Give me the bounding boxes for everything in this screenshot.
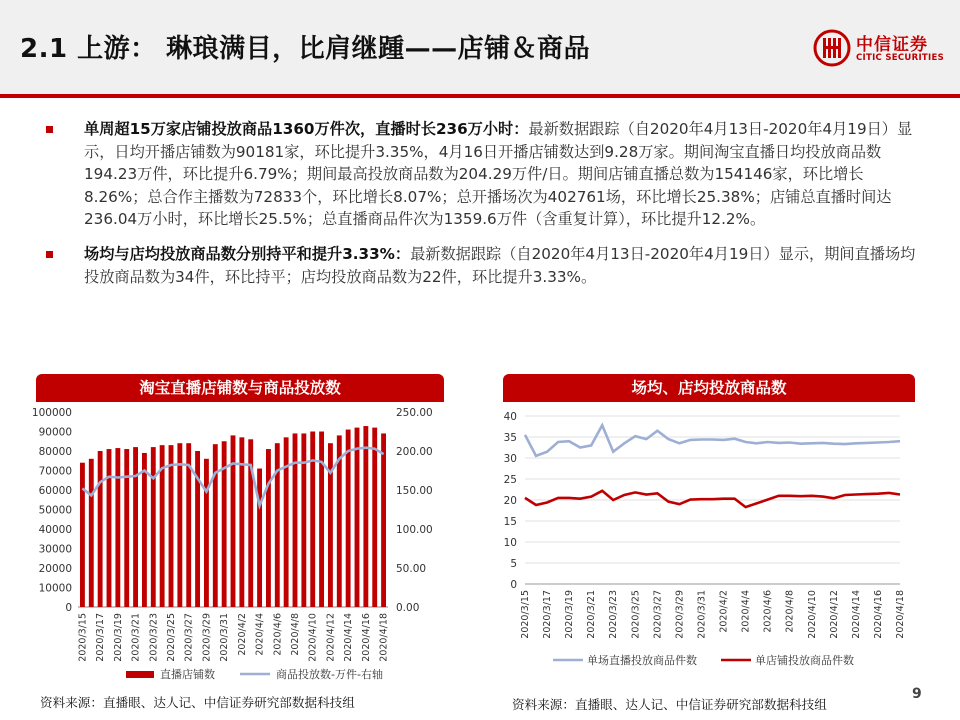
bar-mark (257, 469, 262, 607)
x-tick-label: 2020/3/23 (148, 613, 160, 662)
x-tick-label: 2020/3/17 (542, 590, 554, 639)
chart-title-right: 场均、店均投放商品数 (503, 374, 915, 402)
x-tick-label: 2020/3/29 (674, 590, 686, 639)
bar-mark (355, 428, 360, 607)
y-tick-label: 35 (503, 432, 517, 444)
bullet-item (44, 243, 924, 288)
citic-logo-icon (812, 28, 852, 68)
bullet-body: 最新数据跟踪（自2020年4月13日-2020年4月19日）显示，日均开播店铺数为90181家，环比提升3.35%，4月16日开播店铺数达到9.28万家。期间淘宝直播日均投放商品数194.23万件，环比提升6.79%；期间最高投放商品数为204.29万件/日。期间店铺直播总数为154146家，环比增长8.26%；总合作主播数为72833个，环比增长8.07%；总开播场次为402761场，环比增长25.38%；店铺总直播时间达236.04万小时，环比增长25.5%；总直播商品件次为1359.6万件（含重复计算），环比提升12.2%。 (84, 120, 913, 229)
bar-mark (169, 445, 174, 607)
y-right-tick-label: 50.00 (396, 563, 427, 575)
y-tick-label: 25 (503, 474, 517, 486)
bar-mark (124, 449, 129, 607)
x-tick-label: 2020/4/18 (895, 590, 906, 639)
x-tick-label: 2020/3/31 (219, 613, 231, 662)
bar-mark (80, 463, 85, 607)
chart-right (495, 402, 920, 687)
legend-label: 商品投放数-万件-右轴 (276, 668, 383, 681)
x-tick-label: 2020/4/16 (360, 613, 372, 662)
bullet-heading: 场均与店均投放商品数分别持平和提升3.33%： (84, 244, 411, 263)
bar-mark (177, 443, 182, 607)
company-logo (812, 28, 952, 68)
bar-mark (239, 437, 244, 607)
x-tick-label: 2020/4/6 (272, 613, 284, 656)
header-divider (0, 94, 960, 98)
x-tick-label: 2020/3/21 (586, 590, 598, 639)
y-right-tick-label: 0.00 (396, 602, 420, 614)
y-left-tick-label: 40000 (38, 524, 72, 536)
y-right-tick-label: 150.00 (396, 485, 433, 497)
bar-mark (204, 459, 209, 607)
y-tick-label: 30 (503, 453, 517, 465)
x-tick-label: 2020/4/12 (325, 613, 337, 662)
y-right-tick-label: 100.00 (396, 524, 433, 536)
y-tick-label: 5 (510, 558, 517, 570)
y-tick-label: 20 (503, 495, 517, 507)
x-tick-label: 2020/3/29 (201, 613, 213, 662)
bar-mark (301, 433, 306, 607)
y-left-tick-label: 80000 (38, 446, 72, 458)
bar-mark (363, 426, 368, 607)
x-tick-label: 2020/4/6 (762, 590, 774, 633)
x-tick-label: 2020/4/12 (828, 590, 840, 639)
x-tick-label: 2020/4/8 (784, 590, 796, 633)
x-tick-label: 2020/4/4 (254, 613, 266, 656)
bar-mark (381, 433, 386, 607)
y-left-tick-label: 100000 (31, 407, 72, 419)
x-tick-label: 2020/4/10 (806, 590, 818, 639)
y-left-tick-label: 60000 (38, 485, 72, 497)
x-tick-label: 2020/3/17 (95, 613, 107, 662)
x-tick-label: 2020/4/14 (343, 613, 355, 662)
y-tick-label: 40 (503, 411, 517, 423)
bullet-list (44, 118, 924, 300)
bar-mark (107, 449, 112, 607)
y-right-tick-label: 200.00 (396, 446, 433, 458)
y-left-tick-label: 70000 (38, 465, 72, 478)
y-left-tick-label: 20000 (38, 563, 72, 575)
x-tick-label: 2020/3/19 (564, 590, 576, 639)
bar-mark (142, 453, 147, 607)
y-right-tick-label: 250.00 (396, 407, 433, 419)
page-title: 2.1 上游： 琳琅满目，比肩继踵——店铺＆商品 (20, 34, 591, 64)
x-tick-label: 2020/3/21 (130, 613, 142, 662)
legend-label: 单场直播投放商品件数 (587, 654, 697, 667)
bar-mark (372, 428, 377, 607)
source-note-right: 资料来源：直播眼、达人记、中信证券研究部数据科技组 (512, 697, 827, 712)
x-tick-label: 2020/3/15 (520, 590, 531, 639)
x-tick-label: 2020/3/19 (112, 613, 124, 662)
y-left-tick-label: 30000 (38, 543, 72, 556)
x-tick-label: 2020/4/2 (236, 613, 248, 656)
legend-label: 直播店铺数 (160, 668, 215, 681)
x-tick-label: 2020/4/18 (378, 613, 390, 662)
x-tick-label: 2020/4/4 (740, 590, 752, 633)
bar-mark (89, 459, 94, 607)
x-tick-label: 2020/3/31 (696, 590, 708, 639)
y-left-tick-label: 10000 (38, 582, 72, 595)
series-line (525, 425, 900, 456)
bullet-item (44, 118, 924, 231)
x-tick-label: 2020/4/2 (718, 590, 730, 633)
bar-mark (133, 447, 138, 607)
x-tick-label: 2020/3/23 (608, 590, 620, 639)
x-tick-label: 2020/4/16 (872, 590, 884, 639)
bar-mark (98, 451, 103, 607)
series-line (525, 491, 900, 507)
bar-mark (275, 443, 280, 607)
bar-mark (115, 448, 120, 607)
x-tick-label: 2020/4/8 (290, 613, 301, 656)
y-tick-label: 10 (503, 537, 517, 549)
bar-mark (319, 432, 324, 608)
page-number: 9 (912, 686, 922, 702)
x-tick-label: 2020/3/15 (77, 613, 89, 662)
bar-mark (151, 447, 156, 607)
x-tick-label: 2020/3/27 (183, 613, 195, 662)
slide-header (0, 0, 960, 94)
y-tick-label: 15 (503, 516, 517, 528)
bar-mark (310, 432, 315, 608)
bar-mark (213, 444, 218, 607)
x-tick-label: 2020/4/10 (307, 613, 319, 662)
y-left-tick-label: 0 (65, 602, 72, 614)
bar-mark (231, 435, 236, 607)
chart-left (30, 402, 450, 692)
logo-name-en: CITIC SECURITIES (856, 53, 945, 63)
x-tick-label: 2020/3/27 (652, 590, 664, 639)
x-tick-label: 2020/3/25 (630, 590, 642, 639)
bar-mark (293, 433, 298, 607)
bullet-heading: 单周超15万家店铺投放商品1360万件次，直播时长236万小时： (84, 120, 529, 138)
logo-name-cn: 中信证券 (856, 35, 928, 55)
chart-title-left: 淘宝直播店铺数与商品投放数 (36, 374, 444, 402)
y-tick-label: 0 (510, 579, 517, 591)
bar-mark (284, 437, 289, 607)
bullet-square-icon (46, 251, 53, 258)
source-note-left: 资料来源：直播眼、达人记、中信证券研究部数据科技组 (40, 695, 355, 710)
y-left-tick-label: 90000 (38, 426, 72, 439)
bullet-body: 最新数据跟踪（自2020年4月13日-2020年4月19日）显示，期间直播场均投放商品数为34件，环比持平；店均投放商品数为22件，环比提升3.33%。 (84, 244, 916, 286)
bar-mark (266, 449, 271, 607)
x-tick-label: 2020/4/14 (850, 590, 862, 639)
bar-mark (346, 430, 351, 607)
legend-label: 单店铺投放商品件数 (755, 654, 854, 667)
legend-swatch-bar (126, 671, 154, 678)
bullet-square-icon (46, 126, 53, 133)
y-left-tick-label: 50000 (38, 504, 72, 517)
x-tick-label: 2020/3/25 (166, 613, 177, 662)
